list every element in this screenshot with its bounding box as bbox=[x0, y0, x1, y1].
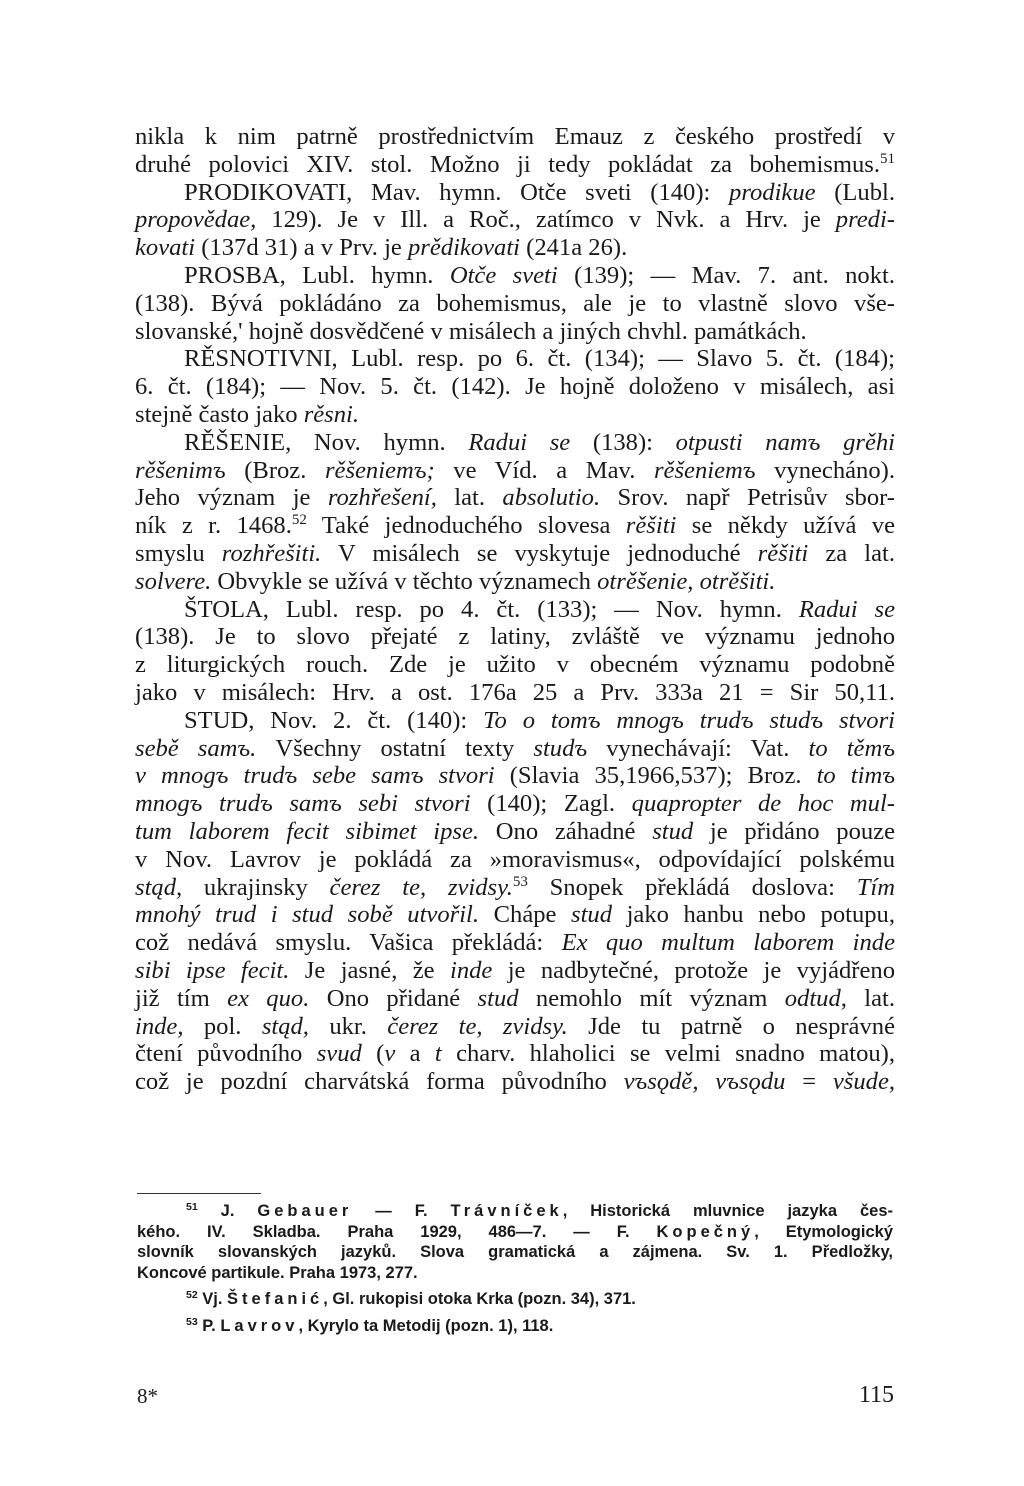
text-line: 6. čt. (184); — Nov. 5. čt. (142). Je hojně doloženo v misálech, asi bbox=[135, 373, 895, 401]
text-line: inde, pol. stąd, ukr. čerez te, zvidsy. Jde tu patrně o nesprávné bbox=[135, 1012, 895, 1040]
text-line: již tím ex quo. Ono přidané stud nemohlo mít význam odtud, lat. bbox=[135, 984, 895, 1012]
footnote-line: kého. IV. Skladba. Praha 1929, 486—7. — F. Kopečný, Etymologický bbox=[137, 1222, 894, 1241]
footnote-53: $^{53}$ P. Lavrov, Kyrylo ta Metodij (pozn. 1), 118. bbox=[186, 1315, 554, 1335]
main-text bbox=[135, 123, 895, 1096]
text-line: rěšenimъ (Broz. rěšeniemъ; ve Víd. a Mav. rěšeniemъ vynecháno). bbox=[135, 456, 895, 484]
footnote-ref: 53 bbox=[512, 873, 528, 890]
entry-resenie: RĚŠENIE, Nov. hymn. Radui se (138): otpusti namъ grěhi bbox=[184, 428, 895, 456]
text-line: v Nov. Lavrov je pokládá za »moravismus«, odpovídající polskému bbox=[135, 845, 895, 873]
text-line: jako v misálech: Hrv. a ost. 176a 25 a Prv. 333a 21 = Sir 50,11. bbox=[135, 678, 895, 706]
entry-stud: STUD, Nov. 2. čt. (140): To o tomъ mnogъ trudъ studъ stvori bbox=[184, 706, 895, 734]
text-line: čtení původního svud (v a t charv. hlaholici se velmi snadno matou), bbox=[135, 1040, 895, 1068]
entry-stola: ŠTOLA, Lubl. resp. po 4. čt. (133); — Nov. hymn. Radui se bbox=[184, 595, 895, 623]
page-number: 115 bbox=[858, 1382, 894, 1408]
entry-prodikovati: PRODIKOVATI, Mav. hymn. Otče sveti (140): prodikue (Lubl. bbox=[184, 178, 895, 206]
text-line: mnogъ trudъ samъ sebi stvori (140); Zagl. quapropter de hoc mul- bbox=[135, 790, 895, 818]
text-line: nikla k nim patrně prostřednictvím Emauz z českého prostředí v bbox=[135, 123, 895, 150]
text-line: kovati (137d 31) a v Prv. je prědikovati (241a 26). bbox=[135, 234, 628, 262]
text-line: (138). Je to slovo přejaté z latiny, zvláště ve významu jednoho bbox=[135, 623, 895, 651]
entry-prosba: PROSBA, Lubl. hymn. Otče sveti (139); — Mav. 7. ant. nokt. bbox=[184, 261, 896, 289]
footnote-line: slovník slovanských jazyků. Slova gramatická a zájmena. Sv. 1. Předložky, bbox=[137, 1243, 893, 1261]
text-line: stejně často jako rěsni. bbox=[135, 400, 360, 428]
signature-mark: 8* bbox=[137, 1384, 158, 1408]
footnote-51: $^{51}$ J. Gebauer — F. Trávníček, Historická mluvnice jazyka čes- bbox=[186, 1201, 893, 1220]
footnote-line: Koncové partikule. Praha 1973, 277. bbox=[137, 1263, 418, 1282]
text-line: solvere. Obvykle se užívá v těchto významech otrěšenie, otrěšiti. bbox=[135, 567, 776, 595]
text-line: což je pozdní charvátská forma původního vъsǫdě, vъsǫdu = všude, bbox=[135, 1068, 896, 1096]
text-line: stąd, ukrajinsky čerez te, zvidsy.$^{53}$ Snopek překládá doslova: Tím bbox=[135, 873, 895, 901]
text-line: tum laborem fecit sibimet ipse. Ono záhadné stud je přidáno pouze bbox=[135, 817, 896, 845]
footnote-ref: 51 bbox=[880, 150, 895, 167]
text-line: z liturgických rouch. Zde je užito v obecném významu podobně bbox=[135, 651, 895, 679]
text-line: druhé polovici XIV. stol. Možno ji tedy pokládat za bohemismus.$^{51}$ bbox=[135, 150, 895, 178]
text-line: mnohý trud i stud sobě utvořil. Chápe stud jako hanbu nebo potupu, bbox=[135, 901, 895, 929]
footnote-divider bbox=[137, 1193, 261, 1194]
text-line: slovanské,' hojně dosvědčené v misálech a jiných chvhl. památkách. bbox=[135, 317, 807, 345]
text-line: v mnogъ trudъ sebe samъ stvori (Slavia 35,1966,537); Broz. to timъ bbox=[135, 762, 895, 790]
entry-resnotivni: RĚSNOTIVNI, Lubl. resp. po 6. čt. (134); — Slavo 5. čt. (184); bbox=[184, 345, 895, 373]
footnote-52: $^{52}$ Vj. Štefanić, Gl. rukopisi otoka Krka (pozn. 34), 371. bbox=[186, 1289, 636, 1308]
text-line: Jeho význam je rozhřešení, lat. absolutio. Srov. např Petrisův sbor- bbox=[135, 484, 895, 512]
text-line: sibi ipse fecit. Je jasné, že inde je nadbytečné, protože je vyjádřeno bbox=[135, 956, 895, 984]
text-line: ník z r. 1468.52 Také jednoduchého slovesa rěšiti se někdy užívá ve bbox=[135, 512, 896, 540]
text-line: propovědae, 129). Je v Ill. a Roč., zatímco v Nvk. a Hrv. je predi- bbox=[135, 206, 895, 234]
text-line: (138). Bývá pokládáno za bohemismus, ale je to vlastně slovo vše- bbox=[135, 289, 895, 317]
footnotes bbox=[137, 1201, 893, 1336]
text-line: sebě samъ. Všechny ostatní texty studъ vynechávají: Vat. to těmъ bbox=[135, 734, 895, 762]
footnote-ref: 52 bbox=[291, 512, 307, 529]
text-line: smyslu rozhřešiti. V misálech se vyskytuje jednoduché rěšiti za lat. bbox=[135, 539, 895, 567]
text-line: což nedává smyslu. Vašica překládá: Ex quo multum laborem inde bbox=[135, 929, 895, 957]
